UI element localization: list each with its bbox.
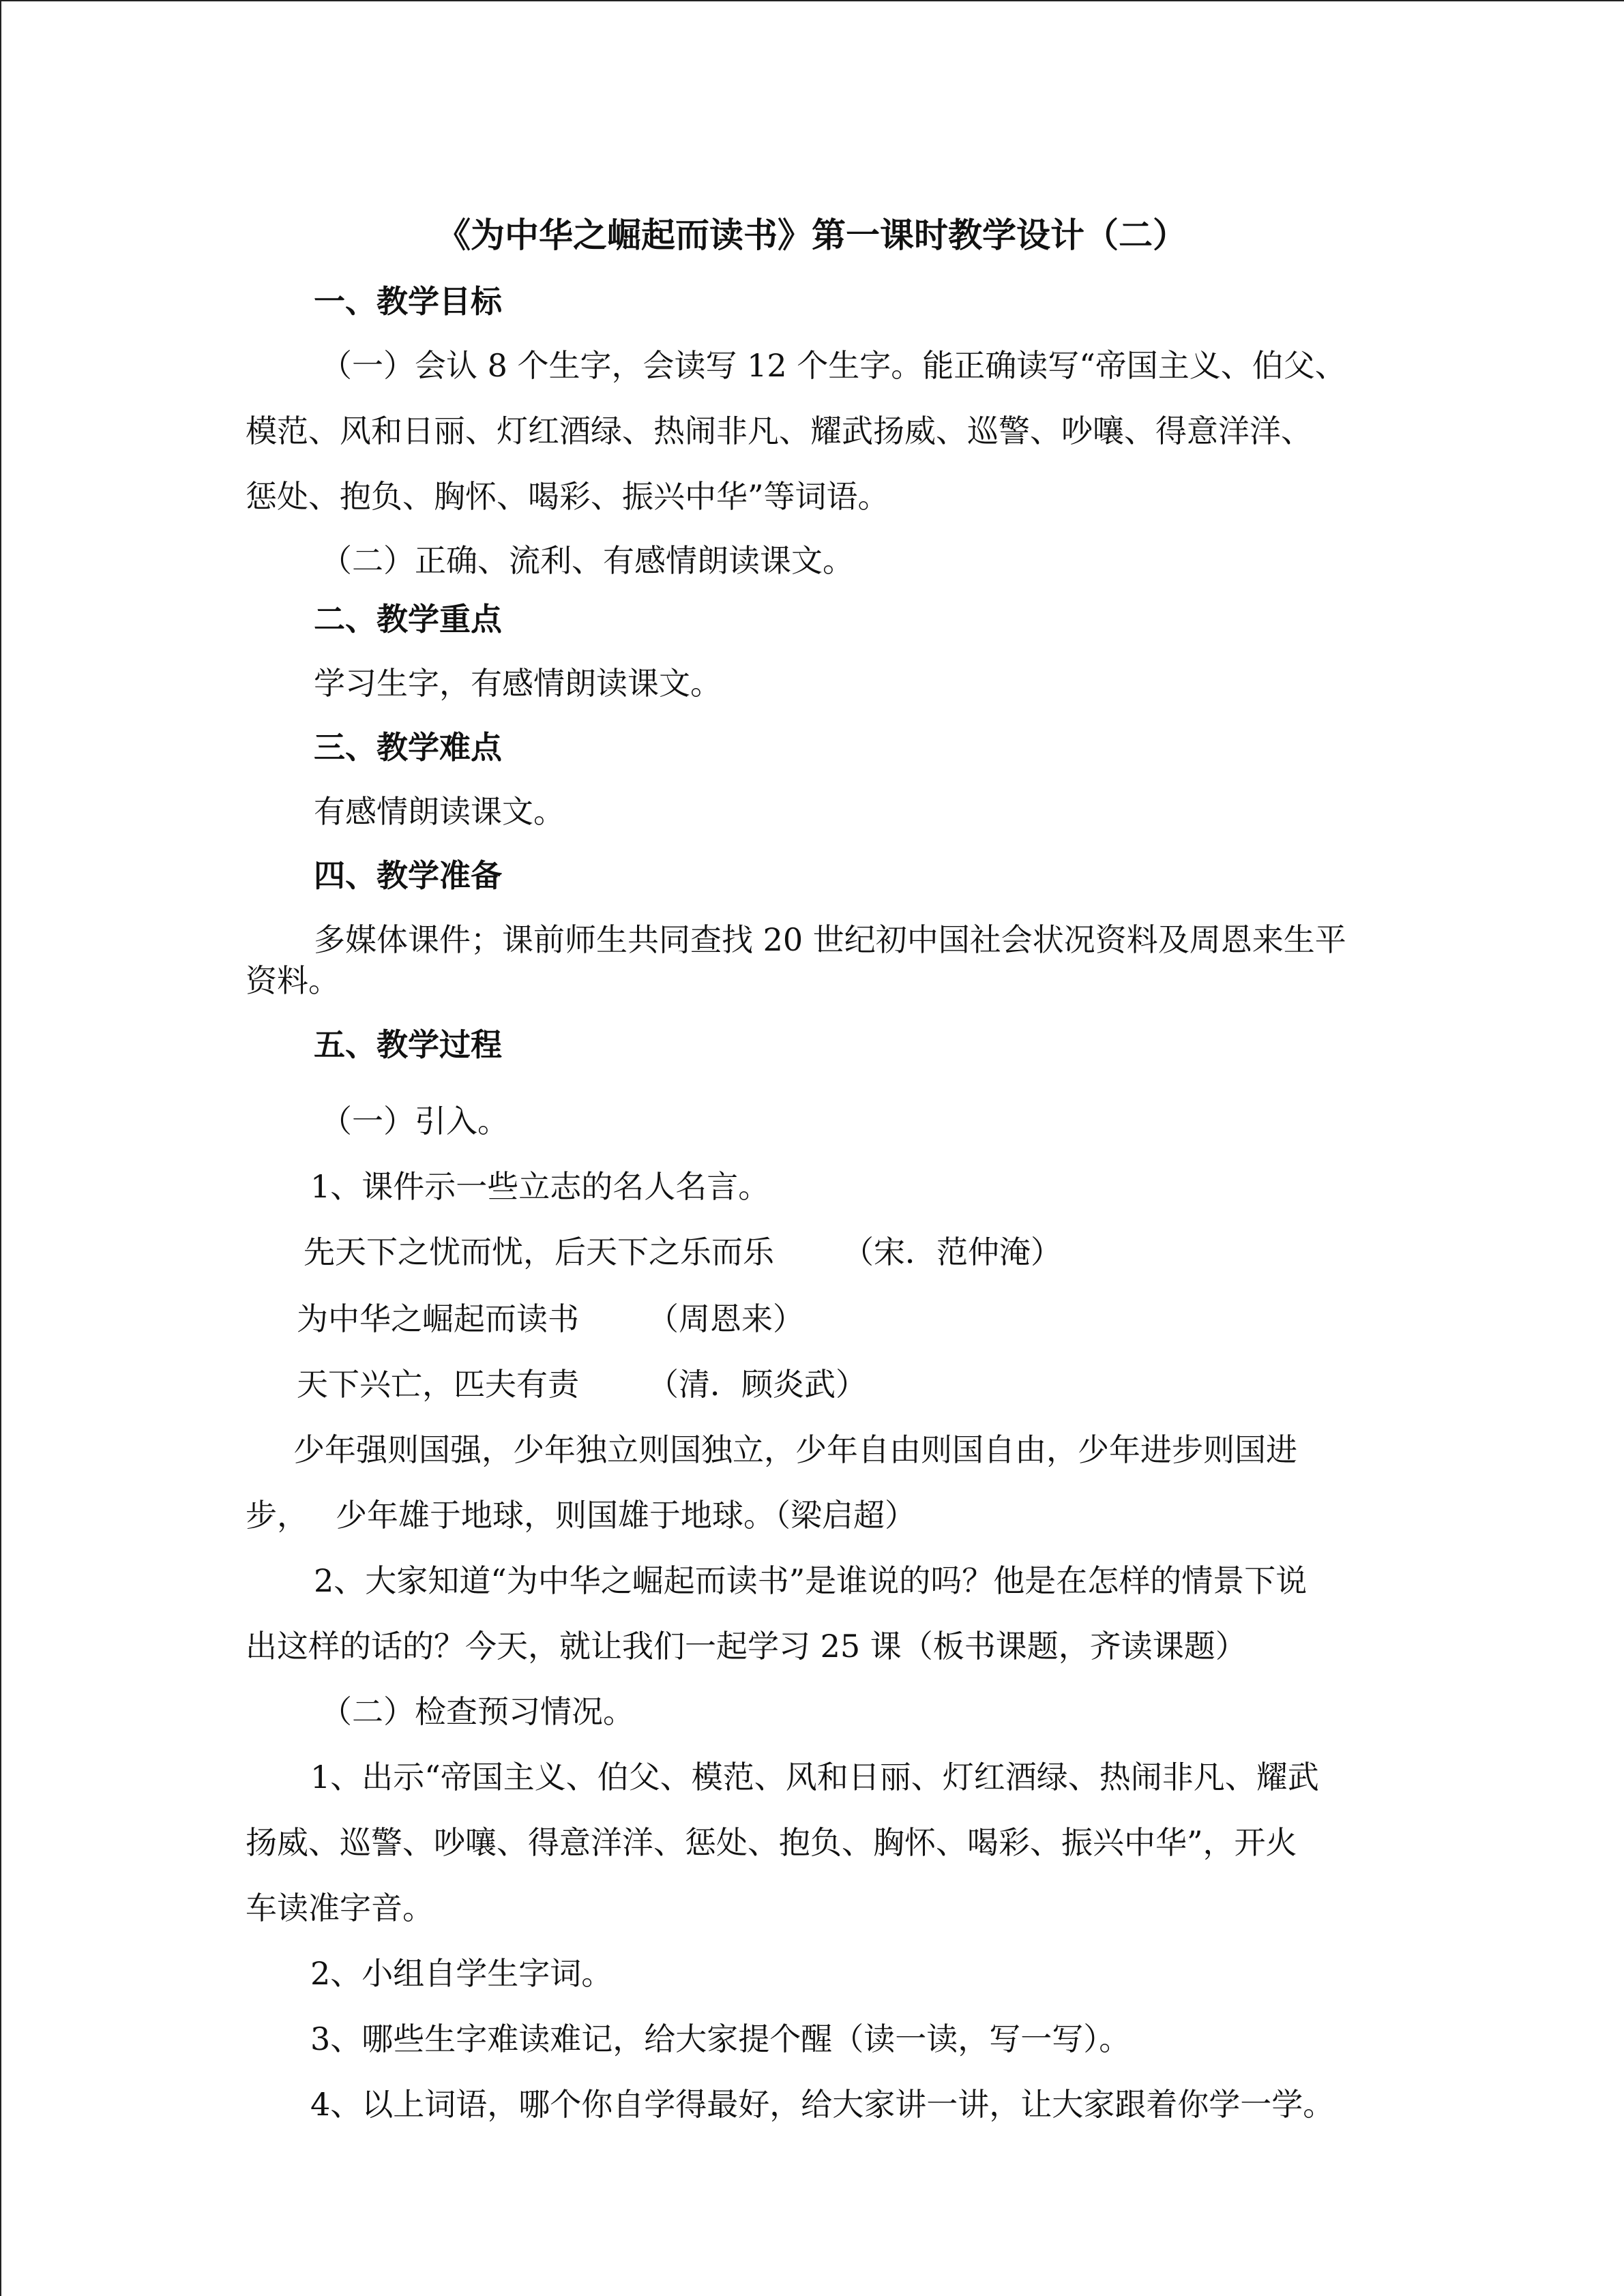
quote-text: 先天下之忧而忧，后天下之乐而乐 [304, 1234, 774, 1270]
paragraph-line: （二）正确、流利、有感情朗读课文。 [321, 542, 854, 579]
paragraph-line: 扬威、巡警、吵嚷、得意洋洋、惩处、抱负、胸怀、喝彩、振兴中华”，开火 [246, 1824, 1297, 1861]
document-title: 《为中华之崛起而读书》第一课时教学设计（二） [437, 215, 1187, 255]
quote-text: 天下兴亡，匹夫有责 [297, 1366, 579, 1403]
quote-line [297, 1298, 804, 1339]
quote-line [297, 1364, 867, 1405]
section-heading-key: 二、教学重点 [314, 601, 502, 638]
paragraph-line: 惩处、抱负、胸怀、喝彩、振兴中华”等词语。 [246, 478, 889, 515]
subheading-check: （二）检查预习情况。 [321, 1693, 634, 1730]
quote-line: 步， 少年雄于地球，则国雄于地球。（梁启超） [246, 1497, 916, 1534]
quote-line [304, 1232, 1062, 1272]
paragraph-line: 有感情朗读课文。 [314, 793, 565, 830]
quote-text: 为中华之崛起而读书 [297, 1300, 579, 1337]
section-heading-process: 五、教学过程 [314, 1026, 502, 1063]
paragraph-line: 多媒体课件；课前师生共同查找 20 世纪初中国社会状况资料及周恩来生平 [314, 921, 1346, 958]
paragraph-line: 车读准字音。 [246, 1890, 434, 1926]
paragraph-line: 2、大家知道“为中华之崛起而读书”是谁说的吗？他是在怎样的情景下说 [314, 1562, 1308, 1599]
paragraph-line: 学习生字，有感情朗读课文。 [314, 665, 722, 702]
paragraph-line: 出这样的话的？今天，就让我们一起学习 25 课（板书课题，齐读课题） [246, 1628, 1247, 1665]
paragraph-line: 1、出示“帝国主义、伯父、模范、风和日丽、灯红酒绿、热闹非凡、耀武 [310, 1759, 1319, 1795]
paragraph-line: 4、以上词语，哪个你自学得最好，给大家讲一讲，让大家跟着你学一学。 [310, 2086, 1335, 2123]
quote-author: （周恩来） [647, 1300, 804, 1337]
paragraph-line: 3、哪些生字难读难记，给大家提个醒（读一读，写一写）。 [310, 2021, 1131, 2057]
section-heading-goals: 一、教学目标 [314, 283, 502, 320]
quote-author: （宋．范仲淹） [842, 1234, 1062, 1270]
section-heading-prep: 四、教学准备 [314, 857, 502, 894]
paragraph-line: 模范、风和日丽、灯红酒绿、热闹非凡、耀武扬威、巡警、吵嚷、得意洋洋、 [246, 413, 1312, 449]
quote-line: 少年强则国强，少年独立则国独立，少年自由则国自由，少年进步则国进 [293, 1431, 1297, 1468]
subheading-intro: （一）引入。 [321, 1103, 509, 1139]
quote-author: （清．顾炎武） [647, 1366, 867, 1403]
paragraph-line: 2、小组自学生字词。 [310, 1955, 613, 1992]
paragraph-line: 1、课件示一些立志的名人名言。 [310, 1168, 770, 1205]
paragraph-line: 资料。 [246, 962, 340, 999]
section-heading-difficulty: 三、教学难点 [314, 729, 502, 766]
paragraph-line: （一）会认 8 个生字，会读写 12 个生字。能正确读写“帝国主义、伯父、 [321, 347, 1346, 384]
